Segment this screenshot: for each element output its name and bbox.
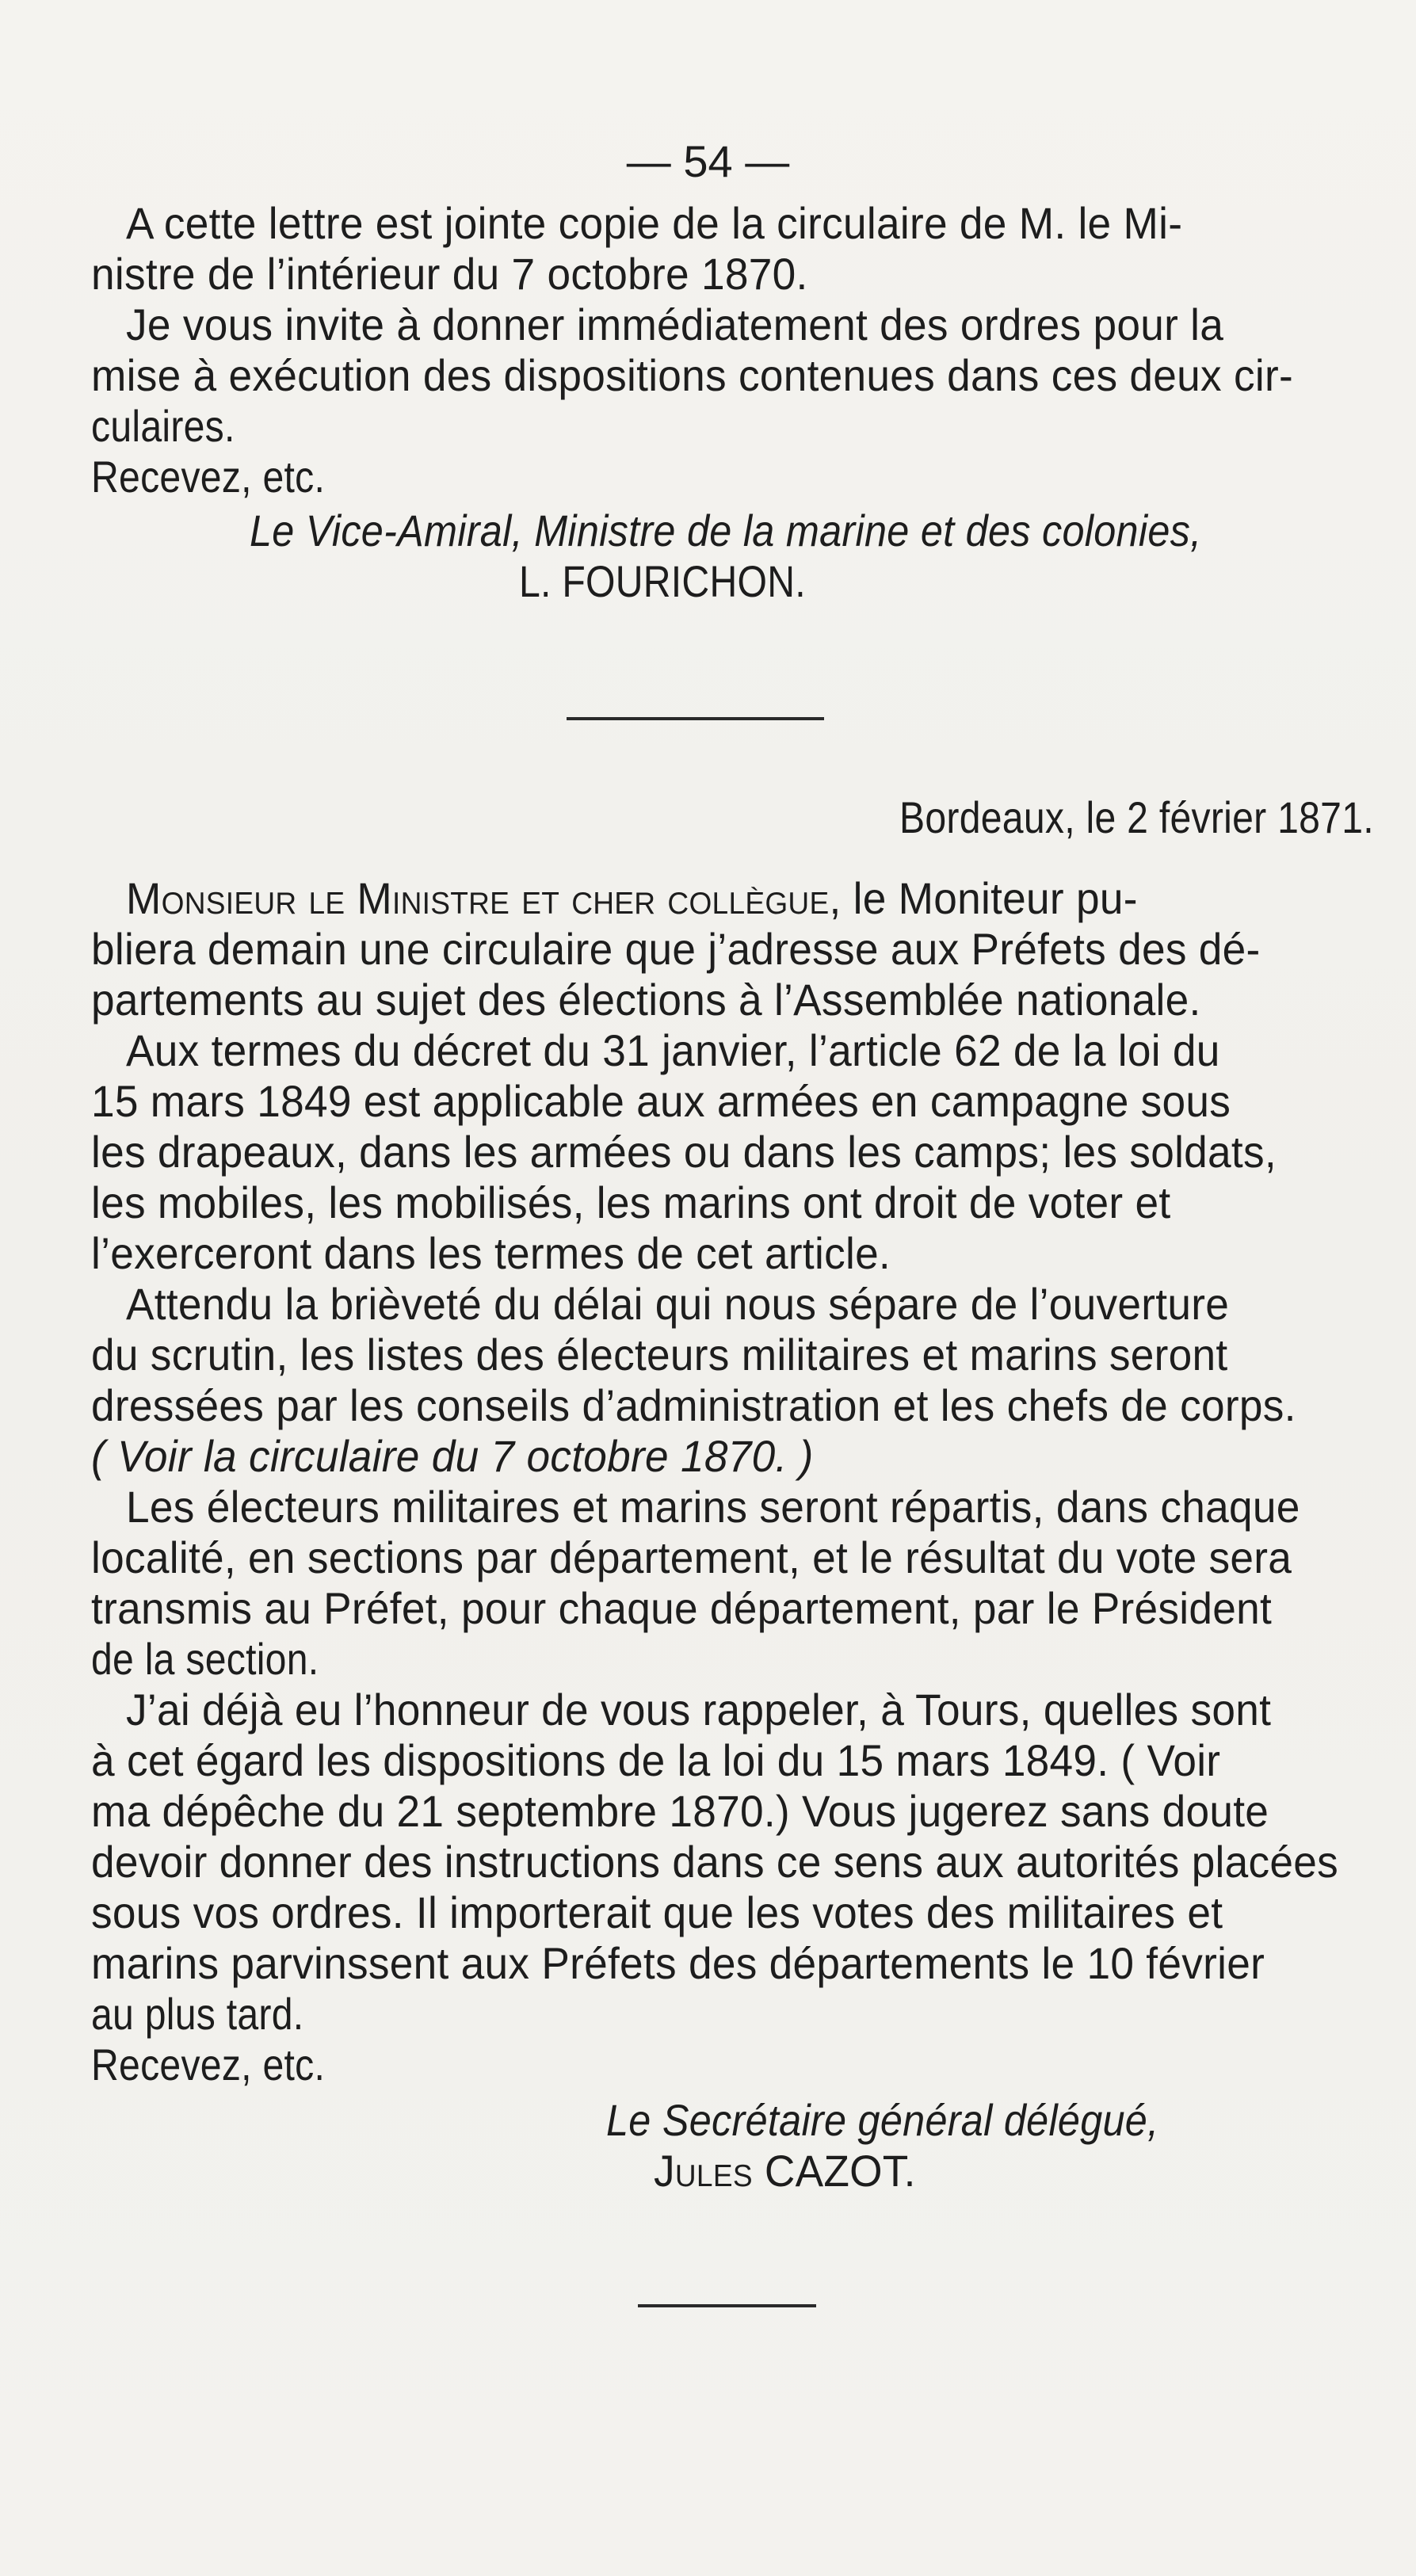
signature-title: Le Secrétaire général délégué, xyxy=(606,2095,1159,2145)
paragraph-line: J’ai déjà eu l’honneur de vous rappeler, à Tours, quelles sont xyxy=(126,1685,1272,1735)
paragraph-line: 15 mars 1849 est applicable aux armées en campagne sous xyxy=(91,1076,1231,1126)
paragraph-line: l’exerceront dans les termes de cet article. xyxy=(91,1228,891,1278)
paragraph-line: Attendu la brièveté du délai qui nous sépare de l’ouverture xyxy=(126,1279,1230,1329)
paragraph-line: culaires. xyxy=(91,401,235,451)
paragraph-line: partements au sujet des élections à l’Assemblée nationale. xyxy=(91,975,1201,1025)
paragraph-line: les drapeaux, dans les armées ou dans les camps; les soldats, xyxy=(91,1127,1277,1177)
paragraph-line: les mobiles, les mobilisés, les marins ont droit de voter et xyxy=(91,1177,1171,1227)
paragraph-line: ( Voir la circulaire du 7 octobre 1870. ) xyxy=(91,1431,814,1481)
paragraph-line: Aux termes du décret du 31 janvier, l’article 62 de la loi du xyxy=(126,1025,1220,1075)
paragraph-line: sous vos ordres. Il importerait que les votes des militaires et xyxy=(91,1887,1223,1937)
paragraph-line: Je vous invite à donner immédiatement des ordres pour la xyxy=(126,300,1224,349)
divider-rule xyxy=(567,717,824,720)
divider-rule xyxy=(638,2304,816,2307)
letter-1 xyxy=(91,198,1351,607)
salutation-line: Monsieur le Ministre et cher collègue, le Moniteur pu- xyxy=(126,873,1138,923)
closing-line: Recevez, etc. xyxy=(91,2040,326,2089)
paragraph-line: mise à exécution des dispositions contenues dans ces deux cir- xyxy=(91,350,1293,400)
paragraph-line: ma dépêche du 21 septembre 1870.) Vous jugerez sans doute xyxy=(91,1786,1269,1836)
paragraph-line: localité, en sections par département, et le résultat du vote sera xyxy=(91,1532,1292,1582)
paragraph-line: nistre de l’intérieur du 7 octobre 1870. xyxy=(91,249,808,299)
signature-name xyxy=(91,2146,1351,2196)
signature-name: L. FOURICHON. xyxy=(519,556,806,606)
paragraph-line: à cet égard les dispositions de la loi du 15 mars 1849. ( Voir xyxy=(91,1735,1221,1785)
salutation: Monsieur le Ministre et cher collègue, xyxy=(126,873,842,923)
signature-title: Le Vice-Amiral, Ministre de la marine et des colonies, xyxy=(250,506,1202,555)
paragraph-line: bliera demain une circulaire que j’adresse aux Préfets des dé- xyxy=(91,924,1261,974)
letter-2 xyxy=(91,792,1374,2196)
paragraph-line: devoir donner des instructions dans ce sens aux autorités placées xyxy=(91,1837,1339,1887)
closing-line: Recevez, etc. xyxy=(91,452,326,502)
paragraph-line: marins parvinssent aux Préfets des départements le 10 février xyxy=(91,1938,1265,1988)
paragraph-line: de la section. xyxy=(91,1634,319,1684)
dateline: Bordeaux, le 2 février 1871. xyxy=(899,792,1374,842)
paragraph-line: du scrutin, les listes des électeurs militaires et marins seront xyxy=(91,1330,1228,1380)
page-number: — 54 — xyxy=(626,136,790,186)
paragraph-line: Les électeurs militaires et marins seront répartis, dans chaque xyxy=(126,1482,1300,1532)
paragraph-line: transmis au Préfet, pour chaque département, par le Président xyxy=(91,1583,1273,1633)
paragraph-line: A cette lettre est jointe copie de la circulaire de M. le Mi- xyxy=(126,198,1183,248)
signature-first-name: Jules CAZOT. xyxy=(654,2146,916,2196)
paragraph-line: dressées par les conseils d’administration et les chefs de corps. xyxy=(91,1380,1296,1430)
paragraph-line: au plus tard. xyxy=(91,1989,304,2039)
